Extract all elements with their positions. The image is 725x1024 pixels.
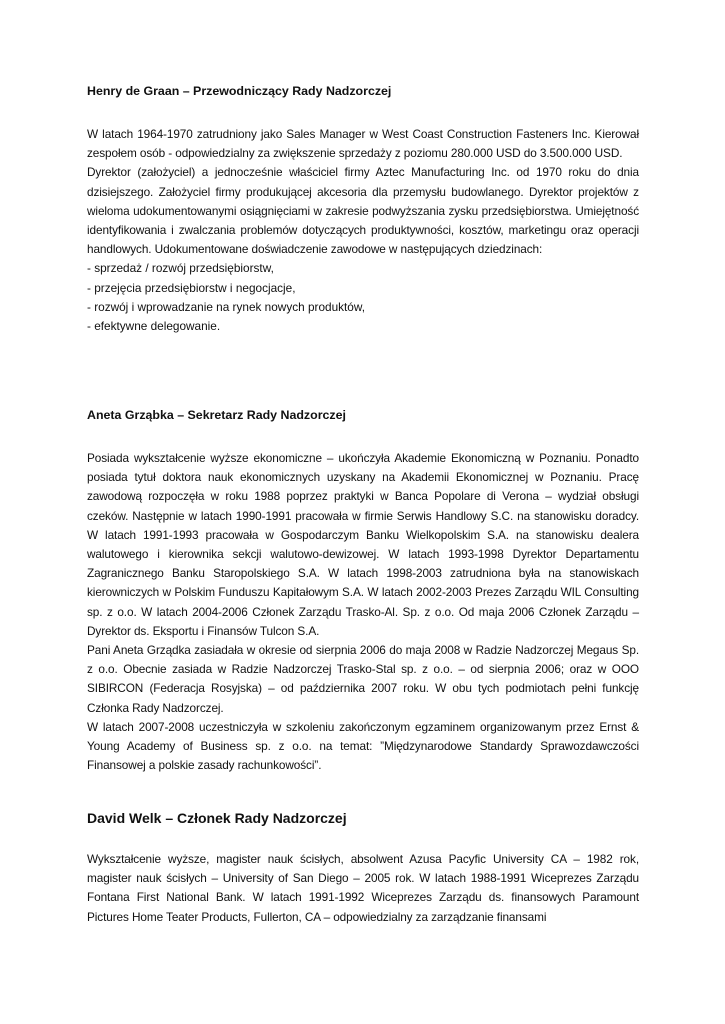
section-heading: Henry de Graan – Przewodniczący Rady Nadzorczej — [87, 84, 392, 98]
paragraph: W latach 1964-1970 zatrudniony jako Sales Manager w West Coast Construction Fasteners Inc. Kierował zespołem osób - odpowiedzialny za zwiększenie sprzedaży z poziomu 280.000 USD do 3.500.000 USD. — [87, 127, 639, 161]
paragraph: Dyrektor (założyciel) a jednocześnie właściciel firmy Aztec Manufacturing Inc. od 1970 roku do dnia dzisiejszego. Założyciel firmy produkującej akcesoria dla przemysłu budowlanego. Dyrektor projektów z wieloma udokumentowanymi osiągnięciami w zakresie podwyższania zysku przedsiębiorstwa. Umiejętność identyfikowania i zwalczania problemów dotyczących produktywności, kosztów, marketingu oraz operacji handlowych. Udokumentowane doświadczenie zawodowe w następujących dziedzinach: — [87, 165, 639, 257]
list-item: - sprzedaż / rozwój przedsiębiorstw, — [87, 261, 274, 276]
section-heading: David Welk – Członek Rady Nadzorczej — [87, 810, 347, 826]
section-heading: Aneta Grząbka – Sekretarz Rady Nadzorczej — [87, 408, 346, 422]
list-item: - rozwój i wprowadzanie na rynek nowych produktów, — [87, 299, 366, 314]
section-david-welk — [87, 808, 639, 927]
list-item: - przejęcia przedsiębiorstw i negocjacje, — [87, 280, 296, 295]
paragraph: Wykształcenie wyższe, magister nauk ścisłych, absolwent Azusa Pacyfic University CA – 1982 rok, magister nauk ścisłych – University of San Diego – 2005 rok. W latach 1988-1991 Wiceprezes Zarządu Fontana First National Bank. W latach 1991-1992 Wiceprezes Zarządu ds. finansowych Paramount Pictures Home Teater Products, Fullerton, CA – odpowiedzialny za zarządzanie finansami — [87, 852, 639, 924]
section-aneta-grzabka — [87, 406, 639, 775]
paragraph: Pani Aneta Grządka zasiadała w okresie od sierpnia 2006 do maja 2008 w Radzie Nadzorczej Megaus Sp. z o.o. Obecnie zasiada w Radzie Nadzorczej Trasko-Stal sp. z o.o. – od sierpnia 2006; oraz w OOO SIBIRCON (Federacja Rosyjska) – od października 2007 roku. W obu tych podmiotach pełni funkcję Członka Rady Nadzorczej. — [87, 643, 639, 715]
paragraph: Posiada wykształcenie wyższe ekonomiczne – ukończyła Akademie Ekonomiczną w Poznaniu. Ponadto posiada tytuł doktora nauk ekonomicznych uzyskany na Akademii Ekonomicznej w Poznaniu. Pracę zawodową rozpoczęła w roku 1988 poprzez praktyki w Banca Popolare di Verona – wydział obsługi czeków. Następnie w latach 1990-1991 pracowała w firmie Serwis Handlowy S.C. na stanowisku doradcy. W latach 1991-1993 pracowała w Gospodarczym Banku Wielkopolskim S.A. na stanowisku dealera walutowego i kierownika sekcji walutowo-dewizowej. W latach 1993-1998 Dyrektor Departamentu Zagranicznego Banku Staropolskiego S.A. W latach 1998-2003 zatrudniona była na stanowiskach kierowniczych w Polskim Funduszu Kapitałowym S.A. W latach 2002-2003 Prezes Zarządu WIL Consulting sp. z o.o. W latach 2004-2006 Członek Zarządu Trasko-Al. Sp. z o.o. Od maja 2006 Członek Zarządu – Dyrektor ds. Eksportu i Finansów Tulcon S.A. — [87, 451, 639, 638]
section-henry-de-graan — [87, 82, 639, 336]
paragraph: W latach 2007-2008 uczestniczyła w szkoleniu zakończonym egzaminem organizowanym przez Ernst & Young Academy of Business sp. z o.o. na temat: ”Międzynarodowe Standardy Sprawozdawczości Finansowej a polskie zasady rachunkowości”. — [87, 719, 639, 773]
list-item: - efektywne delegowanie. — [87, 319, 221, 334]
experience-list — [87, 259, 639, 336]
